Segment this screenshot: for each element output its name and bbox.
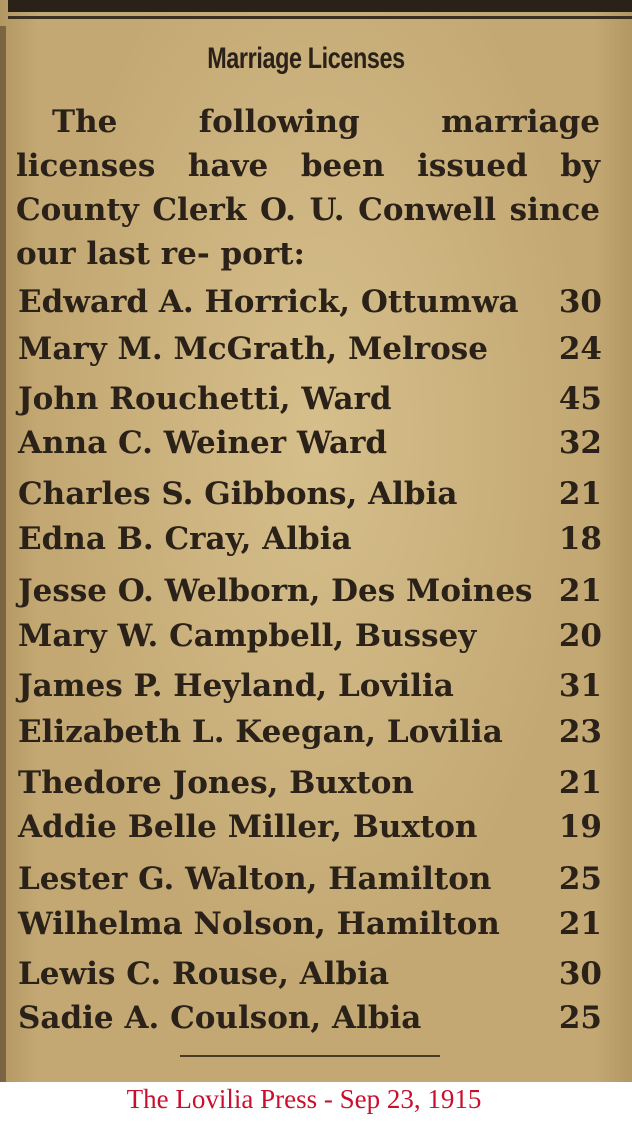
license-row (18, 809, 602, 853)
top-rule (8, 0, 632, 12)
license-age: 20 (558, 618, 602, 654)
column-rule (0, 26, 6, 1082)
license-age: 30 (558, 284, 602, 320)
license-row (18, 425, 602, 469)
license-row (18, 765, 602, 809)
article-heading: Marriage Licenses (207, 42, 405, 75)
license-row (18, 906, 602, 950)
license-row (18, 521, 602, 565)
license-age: 18 (558, 521, 602, 557)
license-age: 19 (558, 809, 602, 845)
license-name: Jesse O. Welborn, Des Moines (18, 573, 533, 609)
license-name: Addie Belle Miller, Buxton (18, 809, 478, 845)
license-row (18, 618, 602, 662)
license-row (18, 331, 602, 375)
license-age: 32 (558, 425, 602, 461)
license-name: Charles S. Gibbons, Albia (18, 476, 458, 512)
bottom-rule (180, 1055, 440, 1057)
license-name: Lester G. Walton, Hamilton (18, 861, 492, 897)
license-age: 31 (558, 668, 602, 704)
license-name: Elizabeth L. Keegan, Lovilia (18, 714, 503, 750)
article-intro: The following marriage licenses have been issued by County Clerk O. U. Conwell since our last re- port: (16, 104, 600, 272)
license-age: 21 (558, 765, 602, 801)
license-row (18, 476, 602, 520)
license-age: 23 (558, 714, 602, 750)
license-age: 21 (558, 476, 602, 512)
license-row (18, 1000, 602, 1044)
license-row (18, 861, 602, 905)
license-name: John Rouchetti, Ward (18, 381, 392, 417)
license-age: 45 (558, 381, 602, 417)
license-row (18, 284, 602, 328)
license-name: Edward A. Horrick, Ottumwa (18, 284, 519, 320)
license-age: 25 (558, 1000, 602, 1036)
license-age: 21 (558, 573, 602, 609)
license-name: Anna C. Weiner Ward (18, 425, 388, 461)
license-age: 30 (558, 956, 602, 992)
license-row (18, 381, 602, 425)
top-rule-thin (8, 16, 632, 19)
license-name: Lewis C. Rouse, Albia (18, 956, 390, 992)
license-age: 21 (558, 906, 602, 942)
license-name: Thedore Jones, Buxton (18, 765, 414, 801)
license-name: Wilhelma Nolson, Hamilton (18, 906, 500, 942)
license-name: Edna B. Cray, Albia (18, 521, 352, 557)
license-age: 25 (558, 861, 602, 897)
license-row (18, 956, 602, 1000)
license-name: Mary M. McGrath, Melrose (18, 331, 488, 367)
license-name: Mary W. Campbell, Bussey (18, 618, 477, 654)
source-caption: The Lovilia Press - Sep 23, 1915 (126, 1084, 482, 1114)
license-row (18, 714, 602, 758)
license-row (18, 573, 602, 617)
license-row (18, 668, 602, 712)
license-age: 24 (558, 331, 602, 367)
license-name: James P. Heyland, Lovilia (18, 668, 454, 704)
license-name: Sadie A. Coulson, Albia (18, 1000, 422, 1036)
